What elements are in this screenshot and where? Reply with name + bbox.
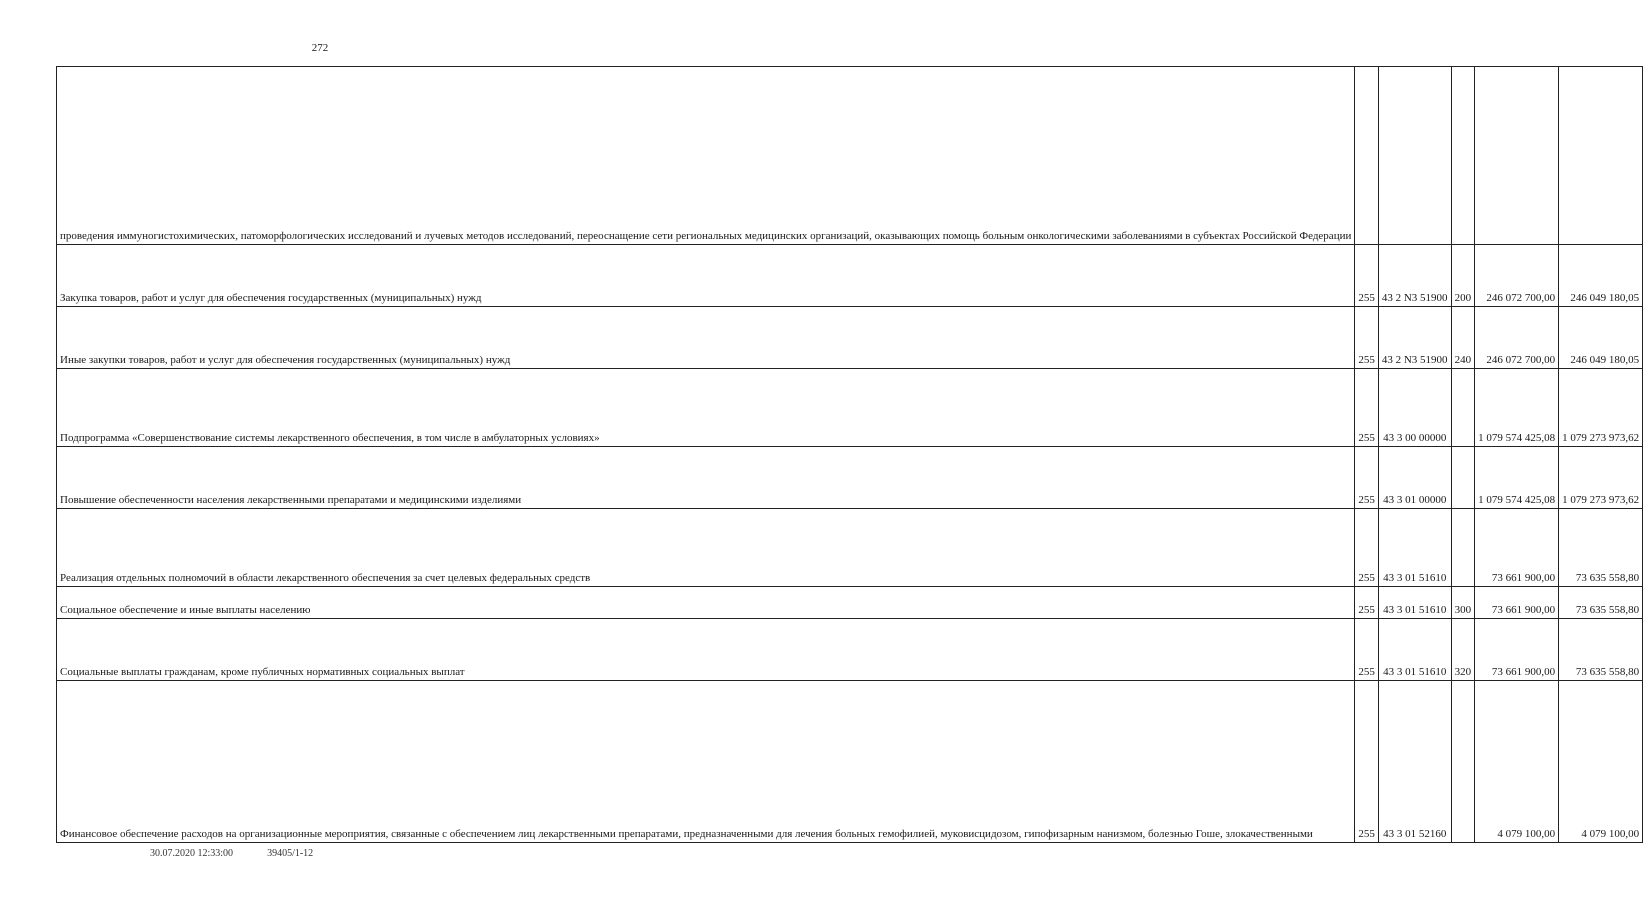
row-sum-executed: 73 635 558,80: [1559, 509, 1643, 587]
row-sum-executed: 1 079 273 973,62: [1559, 447, 1643, 509]
row-target-article: 43 3 01 51610: [1378, 509, 1451, 587]
row-sum-planned: 246 072 700,00: [1475, 307, 1559, 369]
page-number: 272: [311, 42, 329, 54]
row-sum-planned: 1 079 574 425,08: [1475, 447, 1559, 509]
footer-doc-id: 39405/1-12: [267, 848, 314, 859]
row-sum-executed: 246 049 180,05: [1559, 307, 1643, 369]
table-row: [57, 67, 1643, 245]
row-expense-type: 240: [1451, 307, 1475, 369]
row-expense-type: 320: [1451, 619, 1475, 681]
row-code: 255: [1355, 681, 1379, 843]
row-target-article: [1378, 67, 1451, 245]
row-name: Закупка товаров, работ и услуг для обеспечения государственных (муниципальных) нужд: [57, 245, 1355, 307]
row-target-article: 43 3 01 51610: [1378, 587, 1451, 619]
row-code: 255: [1355, 447, 1379, 509]
row-target-article: 43 3 00 00000: [1378, 369, 1451, 447]
table-row: [57, 245, 1643, 307]
row-target-article: 43 3 01 51610: [1378, 619, 1451, 681]
row-name: Социальные выплаты гражданам, кроме публичных нормативных социальных выплат: [57, 619, 1355, 681]
row-sum-executed: 73 635 558,80: [1559, 619, 1643, 681]
row-sum-planned: 4 079 100,00: [1475, 681, 1559, 843]
row-sum-planned: 246 072 700,00: [1475, 245, 1559, 307]
table-row: [57, 681, 1643, 843]
table-row: [57, 307, 1643, 369]
table-row: [57, 619, 1643, 681]
row-expense-type: [1451, 509, 1475, 587]
row-target-article: 43 2 N3 51900: [1378, 245, 1451, 307]
row-expense-type: [1451, 67, 1475, 245]
row-name: Реализация отдельных полномочий в области лекарственного обеспечения за счет целевых федеральных средств: [57, 509, 1355, 587]
row-sum-planned: 73 661 900,00: [1475, 509, 1559, 587]
row-name: Повышение обеспеченности населения лекарственными препаратами и медицинскими изделиями: [57, 447, 1355, 509]
footer: [150, 848, 347, 859]
row-sum-planned: 1 079 574 425,08: [1475, 369, 1559, 447]
row-code: 255: [1355, 619, 1379, 681]
row-sum-planned: 73 661 900,00: [1475, 619, 1559, 681]
table-row: [57, 369, 1643, 447]
row-code: 255: [1355, 369, 1379, 447]
row-sum-executed: [1559, 67, 1643, 245]
table-row: [57, 447, 1643, 509]
row-sum-executed: 246 049 180,05: [1559, 245, 1643, 307]
row-expense-type: 300: [1451, 587, 1475, 619]
row-name: Финансовое обеспечение расходов на организационные мероприятия, связанные с обеспечением лиц лекарственными препаратами, предназначенными для лечения больных гемофилией, муковисцидозом, гипофизарным нанизмом, болезнью Гоше, злокачественными: [57, 681, 1355, 843]
row-code: 255: [1355, 245, 1379, 307]
row-target-article: 43 3 01 52160: [1378, 681, 1451, 843]
row-expense-type: [1451, 447, 1475, 509]
footer-datetime: 30.07.2020 12:33:00: [150, 848, 234, 859]
row-name: Подпрограмма «Совершенствование системы лекарственного обеспечения, в том числе в амбулаторных условиях»: [57, 369, 1355, 447]
budget-table: [56, 66, 1643, 843]
row-expense-type: 200: [1451, 245, 1475, 307]
row-name: Социальное обеспечение и иные выплаты населению: [57, 587, 1355, 619]
row-name: проведения иммуногистохимических, патоморфологических исследований и лучевых методов исследований, переоснащение сети региональных медицинских организаций, оказывающих помощь больным онкологическими заболеваниями в субъектах Российской Федерации: [57, 67, 1355, 245]
row-code: 255: [1355, 307, 1379, 369]
row-expense-type: [1451, 369, 1475, 447]
row-expense-type: [1451, 681, 1475, 843]
row-code: 255: [1355, 587, 1379, 619]
row-name: Иные закупки товаров, работ и услуг для обеспечения государственных (муниципальных) нужд: [57, 307, 1355, 369]
row-code: [1355, 67, 1379, 245]
row-sum-planned: [1475, 67, 1559, 245]
row-sum-planned: 73 661 900,00: [1475, 587, 1559, 619]
row-code: 255: [1355, 509, 1379, 587]
table-row: [57, 509, 1643, 587]
row-target-article: 43 3 01 00000: [1378, 447, 1451, 509]
table-row: [57, 587, 1643, 619]
row-sum-executed: 4 079 100,00: [1559, 681, 1643, 843]
row-sum-executed: 1 079 273 973,62: [1559, 369, 1643, 447]
row-sum-executed: 73 635 558,80: [1559, 587, 1643, 619]
row-target-article: 43 2 N3 51900: [1378, 307, 1451, 369]
